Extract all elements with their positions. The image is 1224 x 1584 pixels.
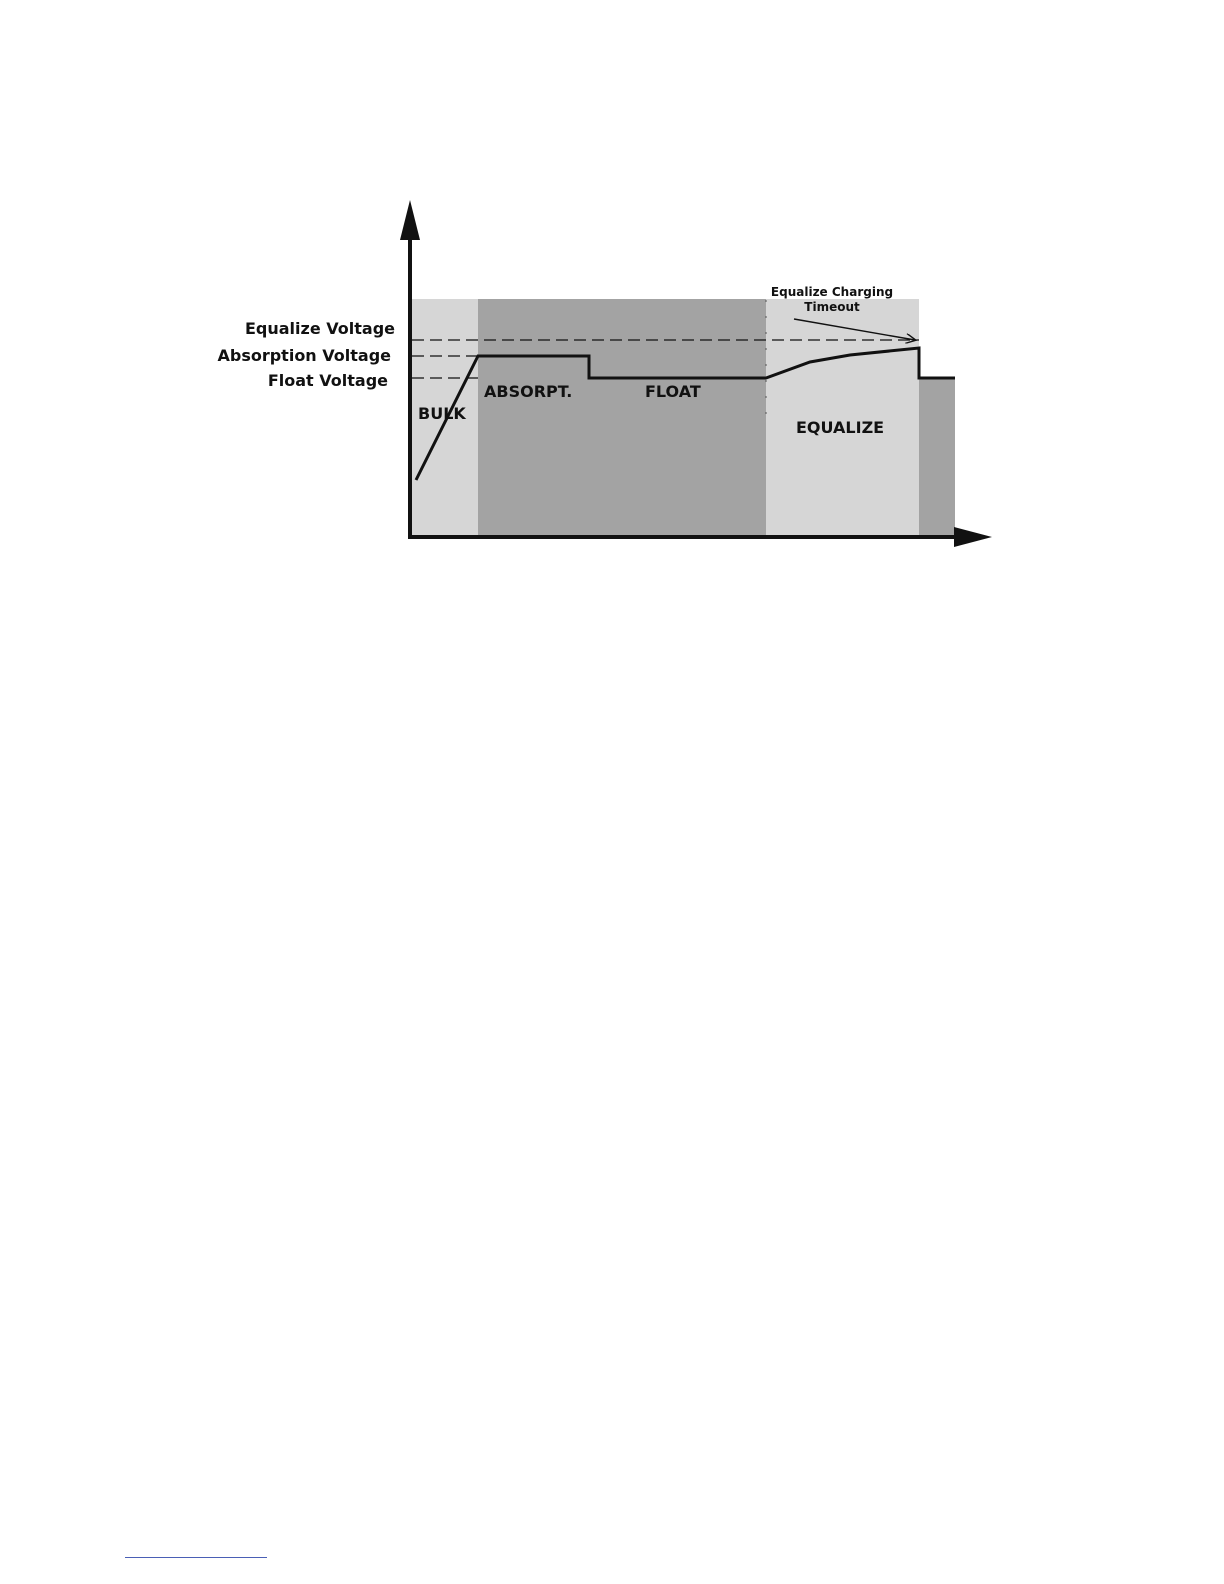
absorption-float-region [478,299,766,535]
absorption-voltage-label: Absorption Voltage [217,346,391,365]
y-axis-arrow-icon [400,200,420,240]
x-axis-arrow-icon [954,527,992,547]
equalize-voltage-label: Equalize Voltage [244,319,395,338]
float-stage-label: FLOAT [645,382,701,401]
bulk-stage-label: BULK [418,404,466,423]
post-equalize-float-region [919,378,955,535]
float-voltage-label: Float Voltage [267,371,388,390]
equalize-region [766,299,919,535]
equalize-stage-label: EQUALIZE [796,418,885,437]
absorption-stage-label: ABSORPT. [484,382,573,401]
footnote-separator-rule [125,1557,267,1558]
equalize-timeout-annotation-line1: Equalize Charging [770,285,894,299]
equalize-timeout-annotation-line2: Timeout [804,300,860,314]
